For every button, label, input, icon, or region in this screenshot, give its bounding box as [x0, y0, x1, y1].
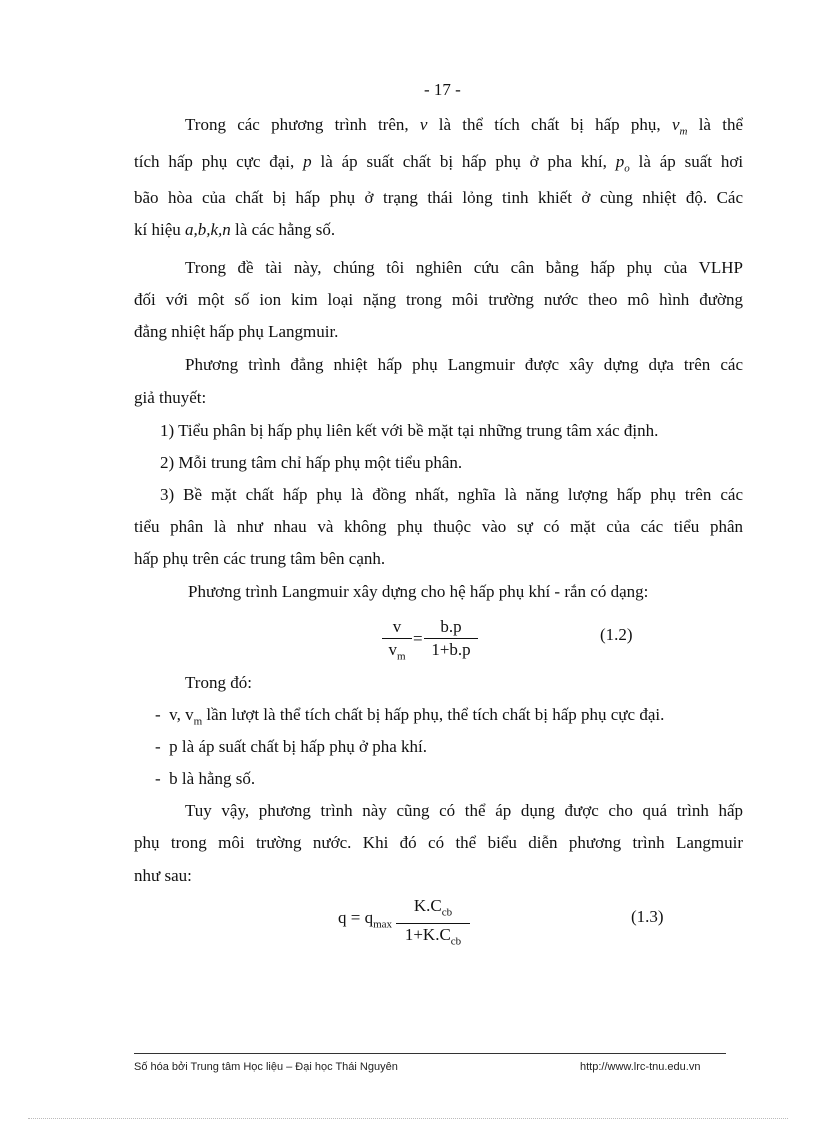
- eq1-lhs-num: v: [392, 617, 402, 636]
- fraction-bar: [396, 923, 470, 924]
- para2-line3: đẳng nhiệt hấp phụ Langmuir.: [134, 322, 339, 341]
- fraction-bar: [382, 638, 412, 639]
- fraction-bar: [424, 638, 478, 639]
- list-item: 3) Bề mặt chất hấp phụ là đồng nhất, nghĩa là năng lượng hấp phụ trên các: [160, 485, 743, 504]
- eq1-lhs-fraction: [382, 617, 412, 666]
- dash-icon: -: [155, 705, 170, 724]
- symbol-constants: a,b,k,n: [185, 220, 231, 239]
- page-number: - 17 -: [424, 80, 461, 99]
- eq1-equals: =: [413, 629, 423, 648]
- eq2-lhs: $q = q_{max}$: [338, 908, 393, 931]
- eq2-fraction: [396, 896, 470, 952]
- para1-line4-b: là các hằng số.: [235, 220, 336, 239]
- eq1-lhs-den: $v_m$: [388, 640, 406, 663]
- eq2-num: $K.C_{cb}$: [413, 896, 453, 919]
- footer-link[interactable]: http://www.lrc-tnu.edu.vn: [580, 1061, 701, 1073]
- para1-line2-b: là áp suất chất bị hấp phụ ở pha khí,: [320, 152, 607, 171]
- dash-icon: -: [155, 737, 170, 756]
- list-item: 1) Tiểu phân bị hấp phụ liên kết với bề mặt tại những trung tâm xác định.: [160, 421, 659, 440]
- footer-divider: [134, 1053, 726, 1054]
- para3-line2: giả thuyết:: [134, 388, 207, 407]
- bullet-sub: m: [193, 715, 203, 728]
- bullet-item-1: [155, 705, 664, 731]
- bullet-item-3: [155, 769, 255, 789]
- para1-line3: bão hòa của chất bị hấp phụ ở trạng thái lỏng tinh khiết ở cùng nhiệt độ. Các: [134, 188, 743, 207]
- symbol-vm: $v_m$: [671, 115, 688, 138]
- symbol-po: $p_o$: [615, 152, 630, 175]
- list-item: 2) Mỗi trung tâm chỉ hấp phụ một tiểu phân.: [160, 453, 463, 472]
- eq1-rhs-den: 1+b.p: [431, 640, 471, 659]
- para3-line1: Phương trình đẳng nhiệt hấp phụ Langmuir được xây dựng dựa trên các: [185, 355, 743, 374]
- para5-line1: Tuy vậy, phương trình này cũng có thể áp dụng được cho quá trình hấp: [185, 801, 743, 820]
- para1-text-a: Trong các phương trình trên,: [185, 115, 409, 134]
- symbol-v: v: [419, 115, 428, 134]
- para5-line3: như sau:: [134, 866, 192, 885]
- para1-line2: [134, 152, 743, 178]
- para1-line1: [185, 115, 743, 141]
- list-item-continued: hấp phụ trên các trung tâm bên cạnh.: [134, 549, 386, 568]
- eq1-label: (1.2): [600, 625, 633, 644]
- para1-line2-a: tích hấp phụ cực đại,: [134, 152, 295, 171]
- eq1-rhs-fraction: [424, 617, 478, 660]
- eq2-den: $1+K.C_{cb}$: [404, 925, 462, 948]
- para4: Phương trình Langmuir xây dựng cho hệ hấp phụ khí - rắn có dạng:: [188, 582, 649, 601]
- footer-left: Số hóa bởi Trung tâm Học liệu – Đại học Thái Nguyên: [134, 1061, 398, 1073]
- bullet-item-2: [155, 737, 427, 757]
- bullet-text: p là áp suất chất bị hấp phụ ở pha khí.: [169, 737, 427, 756]
- symbol-p: p: [303, 152, 312, 171]
- para1-line4: [134, 220, 335, 240]
- para1-line2-c: là áp suất hơi: [638, 152, 744, 171]
- para2-line2: đối với một số ion kim loại nặng trong môi trường nước theo mô hình đường: [134, 290, 743, 309]
- para2-line1: Trong đề tài này, chúng tôi nghiên cứu cân bằng hấp phụ của VLHP: [185, 258, 743, 277]
- dash-icon: -: [155, 769, 170, 788]
- page-edge-divider: [28, 1118, 788, 1119]
- bullet-text-b: lần lượt là thể tích chất bị hấp phụ, thể tích chất bị hấp phụ cực đại.: [202, 705, 665, 724]
- bullet-text: b là hằng số.: [169, 769, 256, 788]
- para1-line4-a: kí hiệu: [134, 220, 181, 239]
- para1-text-c: là thể: [698, 115, 744, 134]
- bullet-text-a: v, v: [169, 705, 194, 724]
- para5-line2: phụ trong môi trường nước. Khi đó có thể biểu diễn phương trình Langmuir: [134, 833, 743, 852]
- where-heading: Trong đó:: [185, 673, 252, 692]
- para1-text-b: là thể tích chất bị hấp phụ,: [438, 115, 661, 134]
- eq1-rhs-num: b.p: [440, 617, 462, 636]
- list-item-continued: tiểu phân là như nhau và không phụ thuộc vào sự có mặt của các tiểu phân: [134, 517, 743, 536]
- eq2-label: (1.3): [631, 907, 664, 926]
